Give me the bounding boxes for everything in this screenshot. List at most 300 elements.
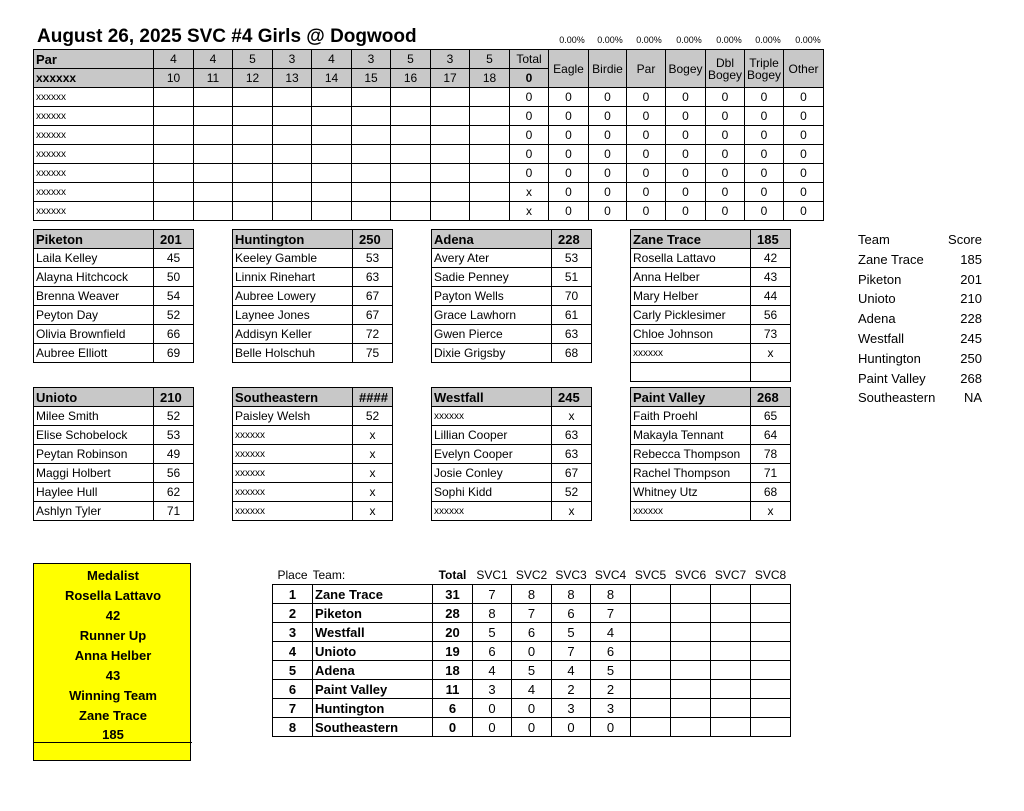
standings-header: SVC6 (674, 568, 707, 582)
hole-score-cell (431, 88, 470, 107)
page-title: August 26, 2025 SVC #4 Girls @ Dogwood (37, 26, 417, 47)
hole-score-cell (312, 88, 352, 107)
standings-header: SVC2 (515, 568, 548, 582)
player-score: x (751, 502, 791, 521)
team-table-southeastern (232, 387, 393, 521)
standings-meet-points (671, 680, 711, 699)
player-name-cell: xxxxxx (34, 145, 154, 164)
hole-score-cell (431, 145, 470, 164)
winning-team-score: 185 (102, 727, 124, 742)
score-list-row (858, 250, 982, 270)
player-score: 56 (751, 306, 791, 325)
standings-place: 5 (273, 661, 313, 680)
scorecard-row (34, 164, 824, 183)
player-name: Alayna Hitchcock (34, 268, 154, 287)
player-name: Linnix Rinehart (233, 268, 353, 287)
hole-score-cell (352, 164, 391, 183)
stat-count-cell: 0 (784, 183, 824, 202)
standings-meet-points: 0 (552, 718, 591, 737)
stat-count-cell: 0 (706, 202, 745, 221)
standings-meet-points (631, 699, 671, 718)
par-value: 3 (273, 50, 312, 69)
empty-cell (751, 363, 791, 382)
hole-score-cell (194, 88, 233, 107)
standings-meet-points (631, 661, 671, 680)
standings-header: SVC3 (555, 568, 587, 582)
player-score: x (353, 464, 393, 483)
player-name: Peytan Robinson (34, 445, 154, 464)
player-row (631, 502, 791, 521)
player-row (432, 464, 592, 483)
hole-score-cell (431, 202, 470, 221)
player-name: Sadie Penney (432, 268, 552, 287)
player-score: 52 (353, 407, 393, 426)
player-name: xxxxxx (233, 502, 353, 521)
player-row (631, 325, 791, 344)
team-name: Adena (432, 230, 552, 249)
standings-meet-points: 0 (512, 699, 552, 718)
par-percent: 0.00% (636, 35, 662, 45)
hole-score-cell (391, 107, 431, 126)
par-label: Par (34, 50, 154, 69)
stat-header: Dbl Bogey (706, 50, 745, 88)
stat-count-cell: 0 (784, 126, 824, 145)
player-name: Belle Holschuh (233, 344, 353, 363)
team-table-adena (431, 229, 592, 363)
hole-number: 17 (431, 69, 470, 88)
stat-count-cell: 0 (549, 164, 589, 183)
standings-team: Unioto (313, 642, 433, 661)
standings-meet-points (711, 642, 751, 661)
stat-count-cell: 0 (666, 107, 706, 126)
player-total-cell: 0 (510, 164, 549, 183)
awards-divider (34, 742, 192, 743)
hole-score-cell (352, 107, 391, 126)
team-total: 210 (154, 388, 194, 407)
team-table-piketon (33, 229, 194, 363)
stat-count-cell: 0 (784, 164, 824, 183)
player-name: Aubree Elliott (34, 344, 154, 363)
scorecard-row (34, 202, 824, 221)
player-row (34, 483, 194, 502)
hole-score-cell (194, 164, 233, 183)
standings-meet-points (631, 718, 671, 737)
player-score: 63 (552, 325, 592, 344)
team-name: Westfall (432, 388, 552, 407)
standings-meet-points: 4 (552, 661, 591, 680)
standings-header: SVC8 (754, 568, 787, 582)
hole-score-cell (431, 164, 470, 183)
player-score: 53 (552, 249, 592, 268)
player-name: Rachel Thompson (631, 464, 751, 483)
standings-meet-points (631, 623, 671, 642)
player-score: 52 (154, 306, 194, 325)
standings-meet-points (631, 642, 671, 661)
score-list-score: 185 (960, 251, 982, 267)
player-row (432, 407, 592, 426)
runner-up-score: 43 (105, 668, 121, 683)
team-name: Zane Trace (631, 230, 751, 249)
score-list-team: Piketon (858, 271, 902, 287)
stat-count-cell: 0 (706, 164, 745, 183)
player-score: 66 (154, 325, 194, 344)
stat-header: Other (784, 50, 824, 88)
hole-score-cell (470, 88, 510, 107)
player-score: 73 (751, 325, 791, 344)
standings-meet-points (711, 718, 751, 737)
standings-total: 11 (433, 680, 473, 699)
player-score: 56 (154, 464, 194, 483)
team-header-row (631, 388, 791, 407)
player-row (631, 344, 791, 363)
team-name: Piketon (34, 230, 154, 249)
hole-score-cell (470, 107, 510, 126)
team-name: Southeastern (233, 388, 353, 407)
player-score: 52 (154, 407, 194, 426)
hole-score-cell (352, 183, 391, 202)
standings-meet-points: 7 (552, 642, 591, 661)
hole-score-cell (431, 107, 470, 126)
player-name: Whitney Utz (631, 483, 751, 502)
player-row (233, 249, 393, 268)
stat-count-cell: 0 (745, 107, 784, 126)
team-total: 245 (552, 388, 592, 407)
standings-row (273, 661, 791, 680)
stat-count-cell: 0 (549, 183, 589, 202)
player-row (233, 325, 393, 344)
player-row (432, 325, 592, 344)
player-score: x (353, 445, 393, 464)
stat-count-cell: 0 (784, 88, 824, 107)
standings-meet-points: 6 (591, 642, 631, 661)
stat-count-cell: 0 (706, 126, 745, 145)
stat-count-cell: 0 (666, 183, 706, 202)
score-list-score: NA (963, 390, 982, 406)
player-score: 70 (552, 287, 592, 306)
standings-meet-points (711, 699, 751, 718)
player-name-cell: xxxxxx (34, 88, 154, 107)
stat-header: Par (627, 50, 666, 88)
runner-up-name: Anna Helber (74, 648, 152, 663)
player-name: Lillian Cooper (432, 426, 552, 445)
player-row (432, 426, 592, 445)
standings-meet-points: 4 (473, 661, 512, 680)
player-name: Ashlyn Tyler (34, 502, 154, 521)
hole-number: 11 (194, 69, 233, 88)
team-header-row (34, 230, 194, 249)
hole-score-cell (391, 183, 431, 202)
standings-team: Westfall (313, 623, 433, 642)
player-total-cell: x (510, 183, 549, 202)
player-name: Olivia Brownfield (34, 325, 154, 344)
standings-meet-points: 2 (552, 680, 591, 699)
player-name: Dixie Grigsby (432, 344, 552, 363)
player-score: x (353, 502, 393, 521)
hole-score-cell (233, 126, 273, 145)
stat-count-cell: 0 (627, 107, 666, 126)
standings-meet-points (751, 604, 791, 623)
standings-meet-points (711, 680, 751, 699)
player-score: 67 (353, 287, 393, 306)
team-score-list (858, 230, 982, 408)
hole-score-cell (273, 145, 312, 164)
stat-count-cell: 0 (784, 145, 824, 164)
standings-row (273, 623, 791, 642)
par-value: 4 (194, 50, 233, 69)
hole-score-cell (470, 202, 510, 221)
hole-score-cell (431, 183, 470, 202)
hole-score-cell (470, 183, 510, 202)
hole-score-cell (391, 126, 431, 145)
score-list-team: Unioto (858, 291, 896, 307)
hole-score-cell (312, 126, 352, 145)
player-name: xxxxxx (432, 407, 552, 426)
player-row (631, 464, 791, 483)
team-name: Paint Valley (631, 388, 751, 407)
player-row (631, 287, 791, 306)
dbl-bogey-percent: 0.00% (716, 35, 742, 45)
stat-count-cell: 0 (627, 88, 666, 107)
hole-score-cell (233, 183, 273, 202)
winning-team-label: Winning Team (69, 688, 157, 703)
standings-meet-points: 8 (473, 604, 512, 623)
par-value: 3 (431, 50, 470, 69)
team-header-row (432, 388, 592, 407)
team-name: Huntington (233, 230, 353, 249)
player-row (233, 502, 393, 521)
hole-score-cell (154, 164, 194, 183)
standings-header: SVC1 (476, 568, 508, 582)
stat-header: Bogey (666, 50, 706, 88)
player-score: 53 (154, 426, 194, 445)
hole-score-cell (273, 88, 312, 107)
player-row (233, 306, 393, 325)
player-name-cell: xxxxxx (34, 183, 154, 202)
hole-score-cell (391, 88, 431, 107)
standings-team: Piketon (313, 604, 433, 623)
hole-score-cell (194, 145, 233, 164)
par-value: 3 (352, 50, 391, 69)
standings-row (273, 604, 791, 623)
player-row (432, 445, 592, 464)
standings-meet-points (751, 623, 791, 642)
hole-score-cell (352, 126, 391, 145)
standings-header: SVC5 (634, 568, 667, 582)
hole-score-cell (273, 126, 312, 145)
player-score: 50 (154, 268, 194, 287)
player-row (233, 268, 393, 287)
standings-row (273, 585, 791, 604)
standings-team: Adena (313, 661, 433, 680)
standings-meet-points: 3 (473, 680, 512, 699)
stat-count-cell: 0 (666, 126, 706, 145)
team-total: 201 (154, 230, 194, 249)
stat-count-cell: 0 (549, 145, 589, 164)
standings-place: 2 (273, 604, 313, 623)
standings-place: 6 (273, 680, 313, 699)
standings-meet-points: 0 (591, 718, 631, 737)
player-row (432, 268, 592, 287)
player-score: 49 (154, 445, 194, 464)
player-row (233, 287, 393, 306)
player-name: Keeley Gamble (233, 249, 353, 268)
hole-score-cell (233, 164, 273, 183)
standings-total: 20 (433, 623, 473, 642)
hole-score-cell (470, 126, 510, 145)
player-row (34, 445, 194, 464)
hole-score-cell (233, 145, 273, 164)
player-row (631, 306, 791, 325)
standings-meet-points (711, 623, 751, 642)
hole-score-cell (233, 88, 273, 107)
hole-score-cell (273, 183, 312, 202)
player-name: Rosella Lattavo (631, 249, 751, 268)
player-score: 65 (751, 407, 791, 426)
stat-count-cell: 0 (627, 126, 666, 145)
player-total-cell: 0 (510, 126, 549, 145)
standings-meet-points (671, 623, 711, 642)
hole-score-cell (273, 202, 312, 221)
scorecard-row (34, 126, 824, 145)
par-value: 4 (154, 50, 194, 69)
score-list-header (858, 230, 982, 250)
player-score: 43 (751, 268, 791, 287)
hole-score-cell (391, 202, 431, 221)
team-table-westfall (431, 387, 592, 521)
player-row (631, 407, 791, 426)
stat-header: Birdie (589, 50, 627, 88)
player-score: 71 (751, 464, 791, 483)
standings-meet-points: 6 (552, 604, 591, 623)
player-name: xxxxxx (432, 502, 552, 521)
player-score: 62 (154, 483, 194, 502)
player-name: Milee Smith (34, 407, 154, 426)
player-name: Chloe Johnson (631, 325, 751, 344)
score-list-row (858, 388, 982, 408)
standings-meet-points: 5 (591, 661, 631, 680)
awards-box (33, 563, 191, 761)
player-score: x (353, 426, 393, 445)
stat-count-cell: 0 (589, 107, 627, 126)
player-score: 63 (552, 445, 592, 464)
hole-score-cell (194, 126, 233, 145)
standings-meet-points (751, 680, 791, 699)
par-value: 5 (470, 50, 510, 69)
hole-score-cell (470, 145, 510, 164)
hole-score-cell (154, 183, 194, 202)
player-row (432, 344, 592, 363)
hole-number: 14 (312, 69, 352, 88)
medalist-score: 42 (105, 608, 121, 623)
standings-meet-points (751, 699, 791, 718)
player-name: Carly Picklesimer (631, 306, 751, 325)
other-percent: 0.00% (795, 35, 821, 45)
hole-score-cell (312, 145, 352, 164)
player-score: 61 (552, 306, 592, 325)
team-table-unioto (33, 387, 194, 521)
stat-header: Triple Bogey (745, 50, 784, 88)
score-list-team: Westfall (858, 330, 904, 346)
stat-count-cell: 0 (745, 145, 784, 164)
player-name: Avery Ater (432, 249, 552, 268)
stat-count-cell: 0 (549, 88, 589, 107)
standings-team: Zane Trace (313, 585, 433, 604)
standings-place: 8 (273, 718, 313, 737)
standings-row (273, 718, 791, 737)
stat-count-cell: 0 (745, 88, 784, 107)
standings-meet-points: 4 (591, 623, 631, 642)
player-name: Evelyn Cooper (432, 445, 552, 464)
team-table-huntington (232, 229, 393, 363)
stat-count-cell: 0 (549, 202, 589, 221)
stat-count-cell: 0 (706, 107, 745, 126)
score-list-row (858, 369, 982, 389)
team-header-row (233, 388, 393, 407)
player-name: Brenna Weaver (34, 287, 154, 306)
player-score: 69 (154, 344, 194, 363)
player-name: Aubree Lowery (233, 287, 353, 306)
empty-cell (631, 363, 751, 382)
par-row (34, 50, 824, 69)
player-row (233, 344, 393, 363)
stat-count-cell: 0 (745, 202, 784, 221)
score-list-score: 210 (960, 291, 982, 307)
player-score: 63 (353, 268, 393, 287)
standings-total: 6 (433, 699, 473, 718)
player-score: 51 (552, 268, 592, 287)
hole-score-cell (273, 164, 312, 183)
hole-score-cell (154, 88, 194, 107)
hole-score-cell (352, 202, 391, 221)
score-list-row (858, 309, 982, 329)
standings-team: Southeastern (313, 718, 433, 737)
player-row (432, 249, 592, 268)
standings-place: 4 (273, 642, 313, 661)
score-list-team: Southeastern (858, 390, 936, 406)
hole-score-cell (352, 88, 391, 107)
hole-number: 12 (233, 69, 273, 88)
standings-meet-points (671, 585, 711, 604)
standings-meet-points (631, 585, 671, 604)
player-name: xxxxxx (233, 483, 353, 502)
score-list-score: 245 (960, 330, 982, 346)
standings-meet-points: 0 (473, 718, 512, 737)
score-list-team: Paint Valley (858, 370, 926, 386)
standings-meet-points: 7 (473, 585, 512, 604)
score-list-score: 228 (960, 311, 982, 327)
standings-row (273, 680, 791, 699)
standings-meet-points: 6 (473, 642, 512, 661)
score-list-row (858, 289, 982, 309)
hole-number: 10 (154, 69, 194, 88)
player-row (34, 344, 194, 363)
standings-meet-points: 7 (591, 604, 631, 623)
hole-score-cell (391, 164, 431, 183)
player-score: 75 (353, 344, 393, 363)
player-row (233, 426, 393, 445)
birdie-percent: 0.00% (597, 35, 623, 45)
standings-meet-points: 2 (591, 680, 631, 699)
player-row (631, 426, 791, 445)
player-score: 52 (552, 483, 592, 502)
bogey-percent: 0.00% (676, 35, 702, 45)
player-name: Faith Proehl (631, 407, 751, 426)
standings-meet-points (671, 718, 711, 737)
standings-meet-points: 8 (591, 585, 631, 604)
player-score: 68 (751, 483, 791, 502)
hole-score-cell (233, 107, 273, 126)
medalist-name: Rosella Lattavo (64, 588, 162, 603)
